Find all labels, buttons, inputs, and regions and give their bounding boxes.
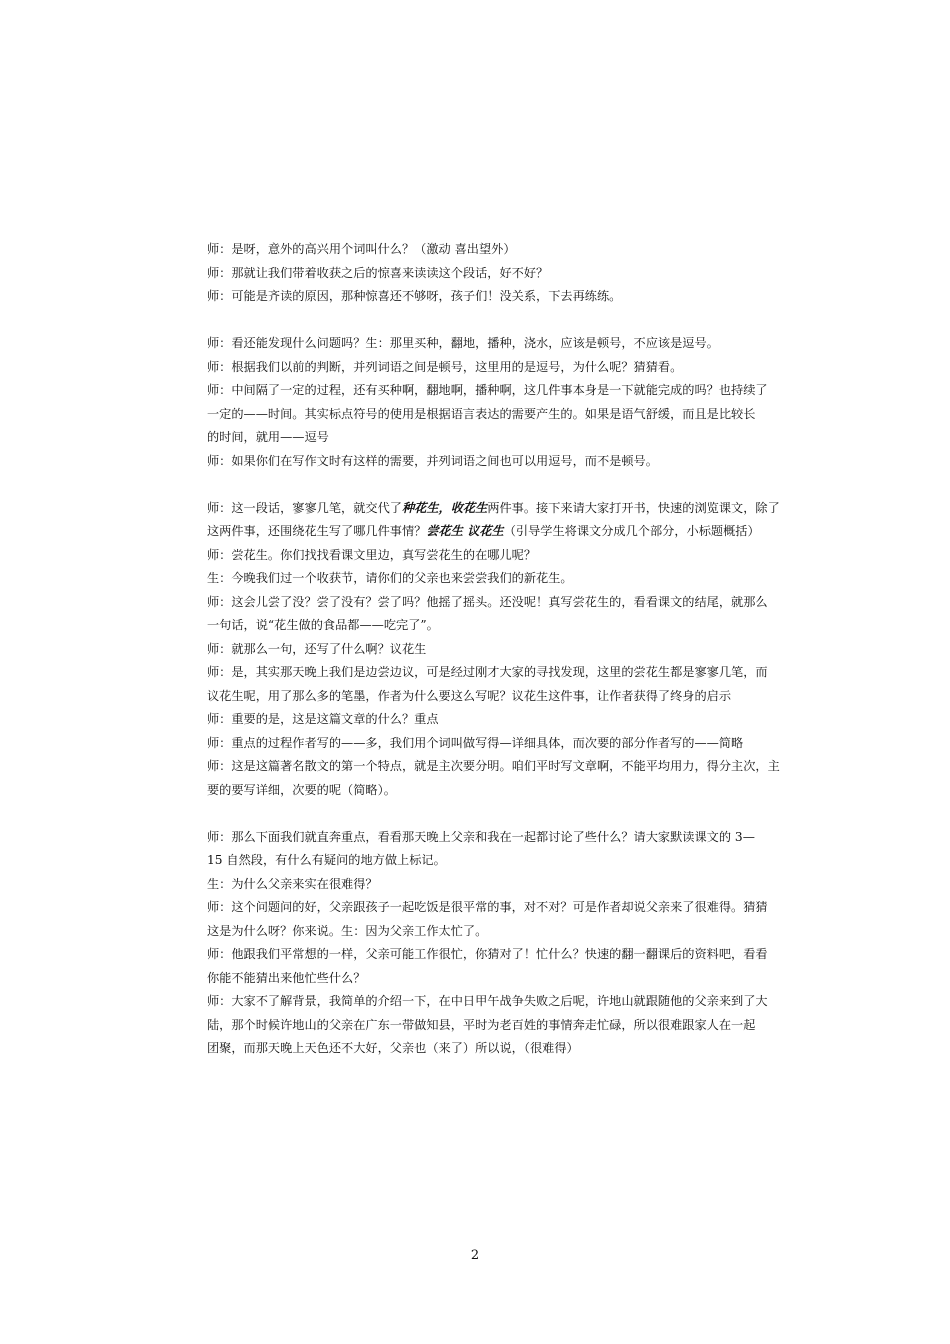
text-line: 师：重点的过程作者写的——多，我们用个词叫做写得—详细具体，而次要的部分作者写的——简略 [207,735,744,750]
page-number: 2 [470,1248,480,1263]
text-line: 团聚，而那天晚上天色还不大好，父亲也（来了）所以说，（很难得） [207,1041,579,1055]
text-line: 师：重要的是，这是这篇文章的什么？重点 [207,712,439,726]
text-line: 一句话，说“花生做的食品都——吃完了”。 [207,618,439,632]
text-line: 师：这个问题问的好，父亲跟孩子一起吃饭是很平常的事，对不对？可是作者却说父亲来了很难得。猜猜 [207,900,768,914]
text-line: 一定的——时间。其实标点符号的使用是根据语言表达的需要产生的。如果是语气舒缓，而且是比较长 [207,406,756,421]
text-span: 两件事。接下来请大家打开书，快速的浏览课文，除了 [487,500,780,515]
text-line: 师：根据我们以前的判断，并列词语之间是顿号，这里用的是逗号，为什么呢？猜猜看。 [207,359,683,374]
text-line [207,520,760,544]
text-span: 师：这一段话，寥寥几笔，就交代了 [207,500,402,515]
text-line: 师：大家不了解背景，我简单的介绍一下，在中日甲午战争失败之后呢，许地山就跟随他的父亲来到了大 [207,994,768,1008]
text-span: 这两件事，还围绕花生写了哪几件事情？ [207,524,427,538]
text-line: 师：中间隔了一定的过程，还有买种啊，翻地啊，播种啊，这几件事本身是一下就能完成的吗？也持续了 [207,383,768,397]
text-line: 议花生呢，用了那么多的笔墨，作者为什么要这么写呢？议花生这件事，让作者获得了终身的启示 [207,688,732,703]
text-line: 你能不能猜出来他忙些什么？ [207,970,366,985]
text-line: 师：是呀，意外的高兴用个词叫什么？（激动 喜出望外） [207,242,516,256]
emphasis-text: 尝花生 议花生 [426,524,504,538]
text-line [207,497,780,521]
text-line: 师：那就让我们带着收获之后的惊喜来读读这个段话，好不好？ [207,265,549,280]
text-span: （引导学生将课文分成几个部分，小标题概括） [503,524,760,538]
paragraph-gap [207,309,743,333]
text-line: 师：可能是齐读的原因，那种惊喜还不够呀，孩子们！没关系，下去再练练。 [207,289,622,303]
paragraph-gap [207,802,743,826]
text-line: 师：尝花生。你们找找看课文里边，真写尝花生的在哪儿呢？ [207,547,537,562]
text-line: 师：那么下面我们就直奔重点，看看那天晚上父亲和我在一起都讨论了些什么？请大家默读课文的 3— [207,829,755,844]
text-line: 师：看还能发现什么问题吗？生：那里买种，翻地，播种，浇水，应该是顿号，不应该是逗号。 [207,336,719,350]
text-line: 生：为什么父亲来实在很难得？ [207,876,378,891]
text-line: 15 自然段，有什么有疑问的地方做上标记。 [207,853,446,867]
paragraph-gap [207,473,743,497]
text-line: 生：今晚我们过一个收获节，请你们的父亲也来尝尝我们的新花生。 [207,571,573,585]
text-line: 师：他跟我们平常想的一样，父亲可能工作很忙，你猜对了！忙什么？快速的翻一翻课后的资料吧，看看 [207,947,768,961]
text-line: 这是为什么呀？你来说。生：因为父亲工作太忙了。 [207,923,488,938]
text-line: 师：这会儿尝了没？尝了没有？尝了吗？他摇了摇头。还没呢！真写尝花生的，看看课文的结尾，就那么 [207,594,768,609]
text-line: 师：如果你们在写作文时有这样的需要，并列词语之间也可以用逗号，而不是顿号。 [207,453,658,468]
text-line: 师：就那么一句，还写了什么啊？议花生 [207,641,427,656]
page-body [207,238,780,1061]
text-line: 师：是，其实那天晚上我们是边尝边议，可是经过刚才大家的寻找发现，这里的尝花生都是寥寥几笔，而 [207,665,768,679]
text-line: 的时间，就用——逗号 [207,430,329,444]
text-line: 陆，那个时候许地山的父亲在广东一带做知县，平时为老百姓的事情奔走忙碌，所以很难跟家人在一起 [207,1017,756,1032]
emphasis-text: 种花生，收花生 [402,500,488,515]
text-line: 要的要写详细，次要的呢（简略）。 [207,782,396,797]
text-line: 师：这是这篇著名散文的第一个特点，就是主次要分明。咱们平时写文章啊，不能平均用力，得分主次，主 [207,759,780,773]
